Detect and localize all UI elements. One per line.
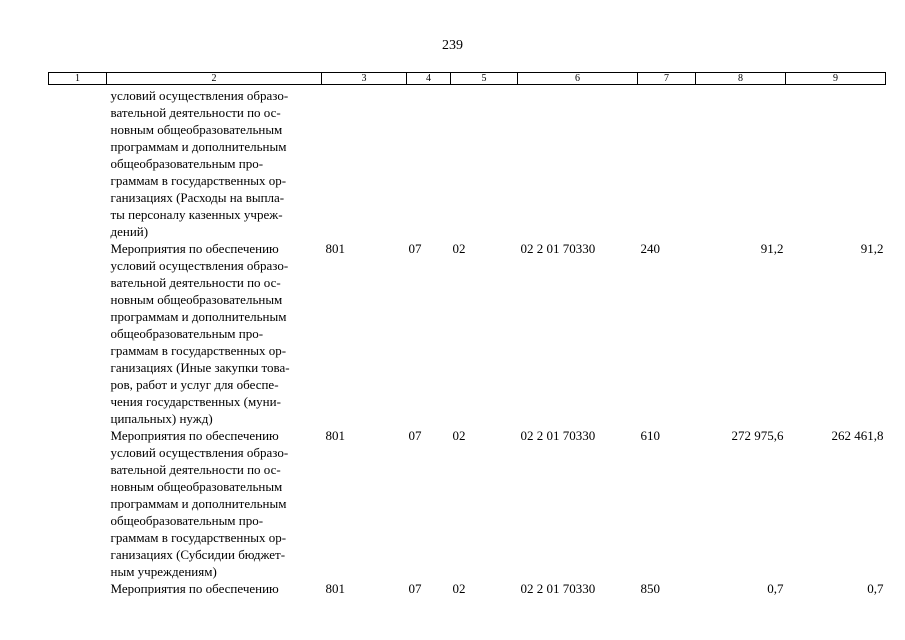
description-line: вательной деятельности по ос- (110, 105, 281, 120)
description-line: условий осуществления образо- (110, 258, 289, 273)
cell-col-1 (49, 85, 107, 241)
description-line: новным общеобразовательным (110, 122, 283, 137)
cell-description (107, 580, 322, 597)
description-line: чения государственных (муни- (110, 394, 281, 409)
cell-amount-year-1: 0,7 (767, 581, 784, 596)
description-line: новным общеобразовательным (110, 479, 283, 494)
cell-department-code: 801 (325, 241, 345, 256)
cell-col-1 (49, 240, 107, 427)
cell-department-code (322, 85, 407, 241)
table-row (49, 85, 886, 241)
description-line: дений) (110, 224, 149, 239)
description-line: ров, работ и услуг для обеспе- (110, 377, 279, 392)
cell-amount-year-2 (786, 85, 886, 241)
cell-department-code: 801 (325, 428, 345, 443)
description-line: ципальных) нужд) (110, 411, 213, 426)
column-header-9: 9 (786, 73, 886, 85)
column-header-7: 7 (638, 73, 696, 85)
description-line: вательной деятельности по ос- (110, 462, 281, 477)
cell-amount-year-2: 91,2 (860, 241, 884, 256)
cell-amount-year-2: 262 461,8 (831, 428, 884, 443)
cell-target-article: 02 2 01 70330 (520, 581, 596, 596)
description-line: ты персоналу казенных учреж- (110, 207, 283, 222)
cell-expense-type (638, 85, 696, 241)
header-row (49, 73, 886, 85)
description-line: условий осуществления образо- (110, 445, 289, 460)
cell-section (407, 85, 451, 241)
cell-description (107, 85, 322, 241)
table-row (49, 580, 886, 597)
description-line: граммам в государственных ор- (110, 530, 287, 545)
description-line: ганизациях (Расходы на выпла- (110, 190, 285, 205)
cell-department-code: 801 (325, 581, 345, 596)
cell-target-article: 02 2 01 70330 (520, 241, 596, 256)
description-line: ганизациях (Иные закупки това- (110, 360, 290, 375)
description-line: ным учреждениям) (110, 564, 217, 579)
cell-description (107, 427, 322, 580)
table-row (49, 240, 886, 427)
cell-target-article: 02 2 01 70330 (520, 428, 596, 443)
table-body (49, 85, 886, 598)
description-line: граммам в государственных ор- (110, 343, 287, 358)
description-line: вательной деятельности по ос- (110, 275, 281, 290)
cell-subsection: 02 (452, 581, 466, 596)
description-line: Мероприятия по обеспечению (110, 581, 279, 596)
column-header-4: 4 (407, 73, 451, 85)
cell-target-article (518, 85, 638, 241)
cell-subsection: 02 (452, 428, 466, 443)
description-line: граммам в государственных ор- (110, 173, 287, 188)
description-line: общеобразовательным про- (110, 156, 264, 171)
cell-expense-type: 240 (640, 241, 660, 256)
description-line: Мероприятия по обеспечению (110, 241, 279, 256)
description-line: ганизациях (Субсидии бюджет- (110, 547, 286, 562)
table-row (49, 427, 886, 580)
description-line: общеобразовательным про- (110, 326, 264, 341)
page-number: 239 (442, 38, 463, 53)
cell-description (107, 240, 322, 427)
description-line: новным общеобразовательным (110, 292, 283, 307)
cell-amount-year-1 (696, 85, 786, 241)
column-header-5: 5 (451, 73, 518, 85)
column-header-8: 8 (696, 73, 786, 85)
cell-section: 07 (408, 581, 422, 596)
cell-expense-type: 610 (640, 428, 660, 443)
column-header-6: 6 (518, 73, 638, 85)
cell-section: 07 (408, 428, 422, 443)
cell-subsection (451, 85, 518, 241)
description-line: программам и дополнительным (110, 139, 287, 154)
cell-subsection: 02 (452, 241, 466, 256)
cell-amount-year-2: 0,7 (867, 581, 884, 596)
description-line: программам и дополнительным (110, 309, 287, 324)
cell-amount-year-1: 272 975,6 (731, 428, 784, 443)
cell-section: 07 (408, 241, 422, 256)
cell-amount-year-1: 91,2 (760, 241, 784, 256)
cell-col-1 (49, 427, 107, 580)
description-line: общеобразовательным про- (110, 513, 264, 528)
budget-table (48, 72, 886, 597)
column-header-1: 1 (49, 73, 107, 85)
column-header-2: 2 (107, 73, 322, 85)
description-line: условий осуществления образо- (110, 88, 289, 103)
description-line: программам и дополнительным (110, 496, 287, 511)
description-line: Мероприятия по обеспечению (110, 428, 279, 443)
column-header-3: 3 (322, 73, 407, 85)
cell-expense-type: 850 (640, 581, 660, 596)
cell-col-1 (49, 580, 107, 597)
